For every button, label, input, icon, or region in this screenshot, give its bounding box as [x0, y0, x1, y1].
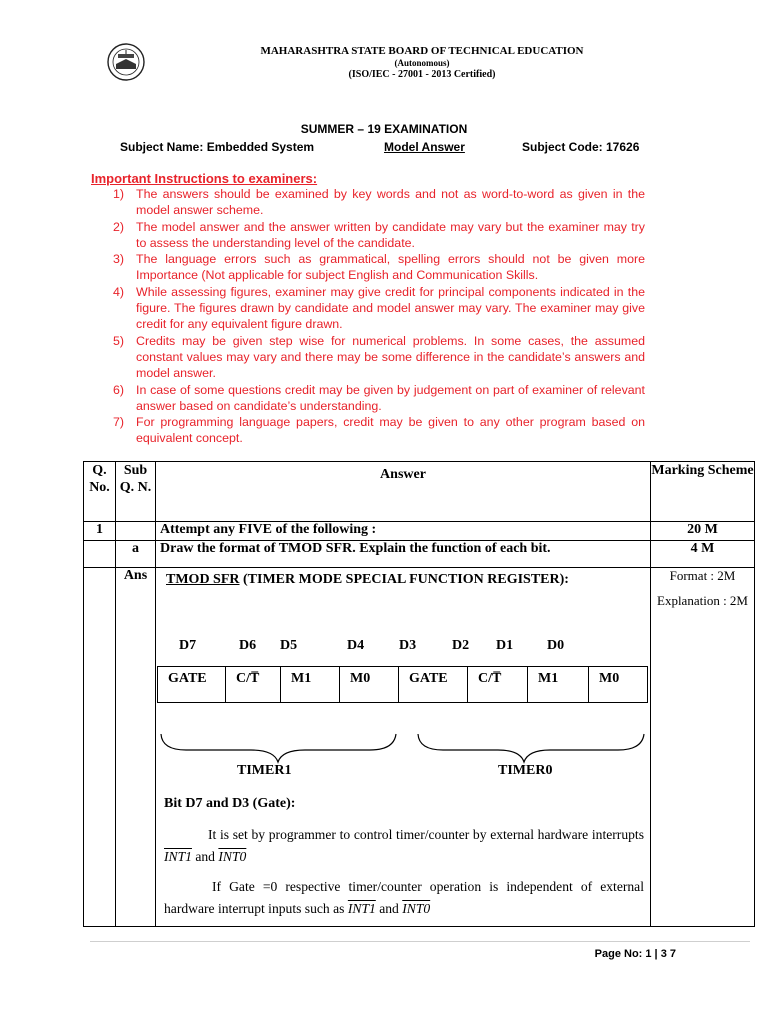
question-number: 1 — [84, 522, 116, 541]
instruction-item: 6) In case of some questions credit may be given by judgement on part of examiner of relevant answer based on candidate’s understanding. — [113, 382, 645, 413]
bit-label: D1 — [496, 638, 514, 653]
register-bit: GATE — [399, 667, 468, 702]
answer-content — [156, 568, 651, 927]
instruction-item: 1) The answers should be examined by key words and not as word-to-word as given in the model answer scheme. — [113, 187, 645, 218]
answer-title: TMOD SFR (TIMER MODE SPECIAL FUNCTION REGISTER): — [166, 572, 569, 587]
subject-name: Subject Name: Embedded System — [120, 140, 315, 154]
instructions-heading: Important Instructions to examiners: — [91, 171, 318, 186]
marking-scheme-cell — [651, 568, 755, 927]
question-text: Attempt any FIVE of the following : — [156, 522, 651, 541]
gate-heading: Bit D7 and D3 (Gate): — [164, 796, 296, 811]
register-bit: M1 — [281, 667, 340, 702]
table-row — [84, 522, 755, 541]
qno-empty — [84, 568, 116, 927]
board-certification: (ISO/IEC - 27001 - 2013 Certified) — [348, 69, 496, 80]
msbte-logo — [104, 42, 148, 82]
qno-empty — [84, 541, 116, 568]
timer-braces — [156, 728, 651, 764]
register-bit: C/T̅ — [468, 667, 528, 702]
bit-label: D0 — [547, 638, 565, 653]
model-answer-label: Model Answer — [384, 140, 465, 154]
marks-explanation: Explanation : 2M — [657, 593, 748, 608]
instructions-list — [113, 186, 645, 447]
subq-text: Draw the format of TMOD SFR. Explain the function of each bit. — [156, 541, 651, 568]
header-qno: Q. No. — [84, 462, 116, 522]
bit-label: D3 — [399, 638, 417, 653]
subject-code: Subject Code: 17626 — [522, 140, 640, 154]
gate-paragraph-1: It is set by programmer to control timer/counter by external hardware interrupts INT1 and INT0 — [164, 827, 644, 864]
instruction-item: 2) The model answer and the answer written by candidate may vary but the examiner may try to assess the understanding level of the candidate. — [113, 219, 645, 250]
register-bit: C/T̅ — [226, 667, 281, 702]
subq-marks: 4 M — [651, 541, 755, 568]
instruction-item: 7) For programming language papers, credit may be given to any other program based on equivalent concept. — [113, 415, 645, 446]
board-name: MAHARASHTRA STATE BOARD OF TECHNICAL EDUCATION — [260, 45, 584, 57]
page-number: Page No: 1 | 3 7 — [594, 948, 676, 960]
header-answer: Answer — [156, 462, 651, 522]
header-subq: Sub Q. N. — [116, 462, 156, 522]
register-bit: GATE — [158, 667, 226, 702]
register-bit: M0 — [340, 667, 399, 702]
bit-label: D4 — [347, 638, 365, 653]
bit-label: D7 — [179, 638, 197, 653]
exam-title: SUMMER – 19 EXAMINATION — [300, 122, 468, 136]
table-header-row — [84, 462, 755, 522]
instruction-item: 5) Credits may be given step wise for numerical problems. In some cases, the assumed constant values may vary and there may be some difference in the candidate’s answers and model answer. — [113, 333, 645, 381]
instruction-item: 4) While assessing figures, examiner may give credit for principal components indicated in the figure. The figures drawn by candidate and model answer may vary. The examiner may give credit for any equivalent figure drawn. — [113, 284, 645, 332]
answer-table — [83, 461, 755, 927]
table-row — [84, 541, 755, 568]
header-marking: Marking Scheme — [651, 462, 755, 522]
bit-label: D5 — [280, 638, 298, 653]
instruction-item: 3) The language errors such as grammatical, spelling errors should not be given more Importance (Not applicable for subject English and Communication Skills. — [113, 252, 645, 283]
bit-label: D6 — [239, 638, 257, 653]
timer0-label: TIMER0 — [498, 763, 553, 778]
question-marks: 20 M — [651, 522, 755, 541]
marks-format: Format : 2M — [669, 568, 736, 583]
register-bit: M0 — [599, 671, 620, 686]
board-header — [250, 45, 594, 81]
tmod-register — [157, 666, 648, 703]
table-row — [84, 568, 755, 927]
ans-label: Ans — [116, 568, 156, 927]
timer1-label: TIMER1 — [237, 763, 292, 778]
board-autonomous: (Autonomous) — [394, 58, 450, 68]
gate-paragraph-2: If Gate =0 respective timer/counter operation is independent of external hardware interrupt inputs such as INT1 and INT0 — [164, 879, 644, 916]
register-bit: M1 — [528, 667, 589, 702]
footer-divider — [90, 941, 750, 942]
subq-letter: a — [116, 541, 156, 568]
bit-label: D2 — [452, 638, 470, 653]
subq-empty — [116, 522, 156, 541]
